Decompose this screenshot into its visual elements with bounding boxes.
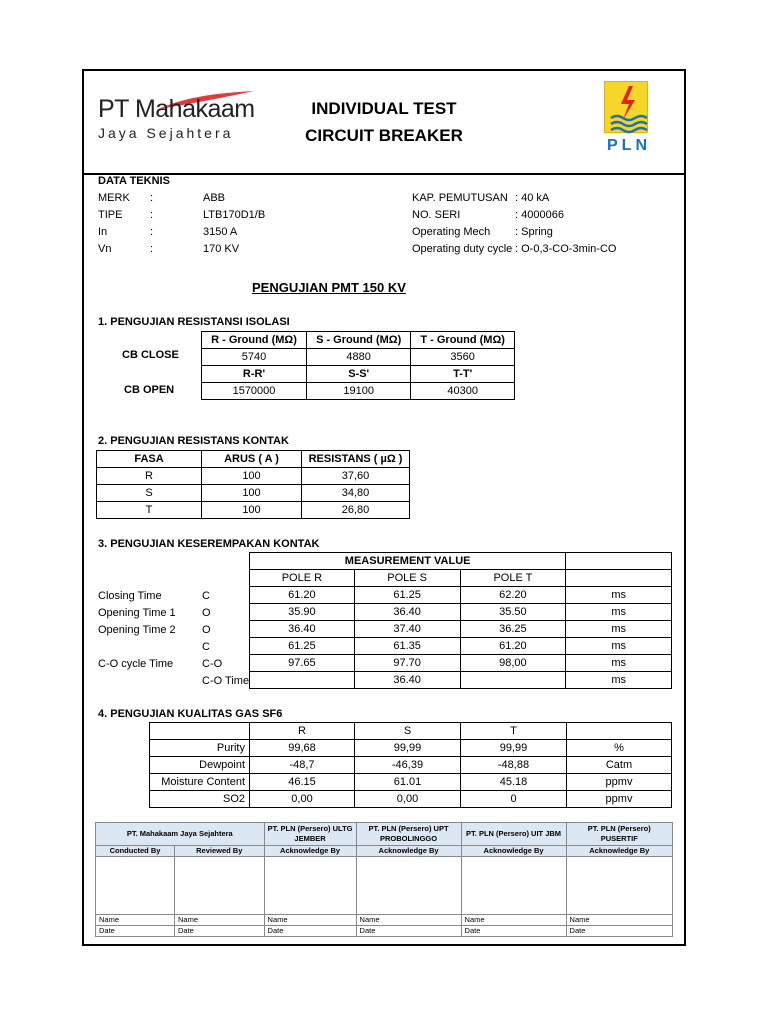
col-header: ARUS ( A ): [202, 451, 302, 468]
table-cell: [566, 553, 672, 570]
table-cell: 61.01: [355, 774, 461, 791]
col-header: POLE S: [354, 570, 460, 587]
signature-box[interactable]: [461, 857, 566, 915]
table-cell: 36.25: [460, 621, 566, 638]
table-cell: 45.18: [461, 774, 567, 791]
signature-org: PT. PLN (Persero) UPT PROBOLINGGO: [356, 823, 461, 846]
unit-cell: ppmv: [567, 774, 672, 791]
timing-row-code: C: [202, 641, 210, 653]
signature-org: PT. PLN (Persero) UIT JBM: [461, 823, 566, 846]
table-cell: 0: [461, 791, 567, 808]
unit-cell: ms: [566, 655, 672, 672]
table-cell: 40300: [411, 383, 515, 400]
spec-label: NO. SERI: [412, 209, 461, 221]
table-cell: [567, 723, 672, 740]
gas-quality-table: [149, 722, 672, 808]
signature-role: Conducted By: [96, 846, 175, 857]
col-header: S - Ground (MΩ): [307, 332, 411, 349]
unit-cell: Catm: [567, 757, 672, 774]
name-label: Name: [264, 915, 356, 926]
name-label: Name: [175, 915, 265, 926]
signature-box[interactable]: [175, 857, 265, 915]
table-cell: 97.65: [250, 655, 355, 672]
timing-row-code: C-O: [202, 658, 223, 670]
date-label: Date: [461, 926, 566, 937]
spec-label: MERK: [98, 192, 130, 204]
unit-cell: ms: [566, 672, 672, 689]
table-cell: 100: [202, 485, 302, 502]
row-label: Purity: [150, 740, 250, 757]
spec-sep: :: [150, 226, 154, 238]
signature-role: Acknowledge By: [566, 846, 672, 857]
col-header: S-S': [307, 366, 411, 383]
table-cell: 98,00: [460, 655, 566, 672]
unit-cell: ms: [566, 604, 672, 621]
table-cell: 19100: [307, 383, 411, 400]
timing-row-label: Opening Time 2: [98, 624, 176, 636]
company-name: PT Mahakaam: [98, 95, 255, 123]
main-test-title: PENGUJIAN PMT 150 KV: [252, 280, 406, 295]
table-cell: 35.50: [460, 604, 566, 621]
table-cell: S: [97, 485, 202, 502]
spec-sep: :: [150, 243, 154, 255]
signature-role: Acknowledge By: [264, 846, 356, 857]
signature-role: Acknowledge By: [356, 846, 461, 857]
table-cell: [150, 723, 250, 740]
unit-cell: ppmv: [567, 791, 672, 808]
unit-cell: %: [567, 740, 672, 757]
row-label: Moisture Content: [150, 774, 250, 791]
report-title-line2: CIRCUIT BREAKER: [305, 126, 463, 145]
table-cell: -48,88: [461, 757, 567, 774]
col-header: FASA: [97, 451, 202, 468]
signature-table: [95, 822, 673, 937]
date-label: Date: [175, 926, 265, 937]
timing-row-code: O: [202, 624, 211, 636]
table-cell: 34,80: [302, 485, 410, 502]
measurement-header: MEASUREMENT VALUE: [250, 553, 566, 570]
table-cell: 62.20: [460, 587, 566, 604]
table-cell: 61.20: [250, 587, 355, 604]
table-cell: 61.25: [354, 587, 460, 604]
col-header: POLE R: [250, 570, 355, 587]
table-cell: 37.40: [354, 621, 460, 638]
table-cell: 36.40: [354, 604, 460, 621]
unit-cell: ms: [566, 587, 672, 604]
name-label: Name: [566, 915, 672, 926]
section4-title: 4. PENGUJIAN KUALITAS GAS SF6: [98, 708, 283, 720]
section3-title: 3. PENGUJIAN KESEREMPAKAN KONTAK: [98, 538, 320, 550]
pln-logo: [599, 81, 659, 163]
col-header: S: [355, 723, 461, 740]
pln-emblem-icon: [604, 81, 648, 133]
spec-label: In: [98, 226, 108, 238]
unit-cell: ms: [566, 621, 672, 638]
pln-logo-text: PLN: [607, 137, 651, 154]
table-cell: 100: [202, 468, 302, 485]
spec-value: LTB170D1/B: [203, 209, 266, 221]
row-label: Dewpoint: [150, 757, 250, 774]
spec-value: ABB: [203, 192, 226, 204]
name-label: Name: [356, 915, 461, 926]
date-label: Date: [264, 926, 356, 937]
table-cell: [250, 672, 355, 689]
company-subname: Jaya Sejahtera: [98, 125, 234, 141]
spec-label: Operating duty cycle: [412, 243, 513, 255]
signature-org: PT. Mahakaam Jaya Sejahtera: [96, 823, 265, 846]
signature-box[interactable]: [356, 857, 461, 915]
name-label: Name: [461, 915, 566, 926]
section1-title: 1. PENGUJIAN RESISTANSI ISOLASI: [98, 316, 290, 328]
name-label: Name: [96, 915, 175, 926]
table-cell: -48,7: [250, 757, 355, 774]
timing-row-code: O: [202, 607, 211, 619]
table-cell: 4880: [307, 349, 411, 366]
co-time-label: C-O Time: [202, 675, 250, 687]
report-header: [84, 71, 684, 175]
table-cell: 36.40: [250, 621, 355, 638]
timing-row-label: Opening Time 1: [98, 607, 176, 619]
table-cell: 26,80: [302, 502, 410, 519]
col-header: RESISTANS ( µΩ ): [302, 451, 410, 468]
table-cell: R: [97, 468, 202, 485]
col-header: T - Ground (MΩ): [411, 332, 515, 349]
table-cell: 100: [202, 502, 302, 519]
col-header: R: [250, 723, 355, 740]
col-header: T-T': [411, 366, 515, 383]
table-cell: 46.15: [250, 774, 355, 791]
unit-cell: ms: [566, 638, 672, 655]
spec-value: : 40 kA: [515, 192, 550, 204]
insulation-table: [201, 331, 515, 400]
signature-role: Reviewed By: [175, 846, 265, 857]
table-cell: 35.90: [250, 604, 355, 621]
col-header: POLE T: [460, 570, 566, 587]
spec-label: Vn: [98, 243, 112, 255]
table-cell: 99,99: [355, 740, 461, 757]
table-cell: -46,39: [355, 757, 461, 774]
col-header: T: [461, 723, 567, 740]
spec-value: 3150 A: [203, 226, 238, 238]
signature-org: PT. PLN (Persero) ULTG JEMBER: [264, 823, 356, 846]
timing-row-label: C-O cycle Time: [98, 658, 174, 670]
table-cell: 37,60: [302, 468, 410, 485]
spec-label: Operating Mech: [412, 226, 491, 238]
signature-box[interactable]: [96, 857, 175, 915]
report-title-line1: INDIVIDUAL TEST: [311, 99, 457, 118]
spec-sep: :: [150, 209, 154, 221]
simultaneity-table: [249, 552, 672, 689]
date-label: Date: [356, 926, 461, 937]
cb-close-label: CB CLOSE: [122, 349, 179, 361]
data-teknis-heading: DATA TEKNIS: [98, 175, 170, 187]
spec-label: TIPE: [98, 209, 123, 221]
spec-value: : 4000066: [515, 209, 564, 221]
table-cell: 61.20: [460, 638, 566, 655]
date-label: Date: [566, 926, 672, 937]
table-cell: 61.25: [250, 638, 355, 655]
table-cell: 0,00: [355, 791, 461, 808]
spec-value: : Spring: [515, 226, 553, 238]
co-time-value: 36.40: [354, 672, 460, 689]
table-cell: 97.70: [354, 655, 460, 672]
table-cell: 5740: [202, 349, 307, 366]
cb-open-label: CB OPEN: [124, 384, 175, 396]
contact-resistance-table: [96, 450, 410, 519]
timing-row-code: C: [202, 590, 210, 602]
table-cell: 0,00: [250, 791, 355, 808]
date-label: Date: [96, 926, 175, 937]
spec-label: KAP. PEMUTUSAN: [412, 192, 508, 204]
table-cell: T: [97, 502, 202, 519]
signature-org: PT. PLN (Persero) PUSERTIF: [566, 823, 672, 846]
timing-row-label: Closing Time: [98, 590, 162, 602]
table-cell: 3560: [411, 349, 515, 366]
spec-value: : O-0,3-CO-3min-CO: [515, 243, 617, 255]
signature-role: Acknowledge By: [461, 846, 566, 857]
col-header: R-R': [202, 366, 307, 383]
spec-sep: :: [150, 192, 154, 204]
table-cell: 1570000: [202, 383, 307, 400]
signature-box[interactable]: [566, 857, 672, 915]
col-header: R - Ground (MΩ): [202, 332, 307, 349]
spec-value: 170 KV: [203, 243, 240, 255]
section2-title: 2. PENGUJIAN RESISTANS KONTAK: [98, 435, 289, 447]
table-cell: 99,68: [250, 740, 355, 757]
table-cell: [460, 672, 566, 689]
signature-box[interactable]: [264, 857, 356, 915]
table-cell: 61.35: [354, 638, 460, 655]
table-cell: [566, 570, 672, 587]
table-cell: 99,99: [461, 740, 567, 757]
row-label: SO2: [150, 791, 250, 808]
